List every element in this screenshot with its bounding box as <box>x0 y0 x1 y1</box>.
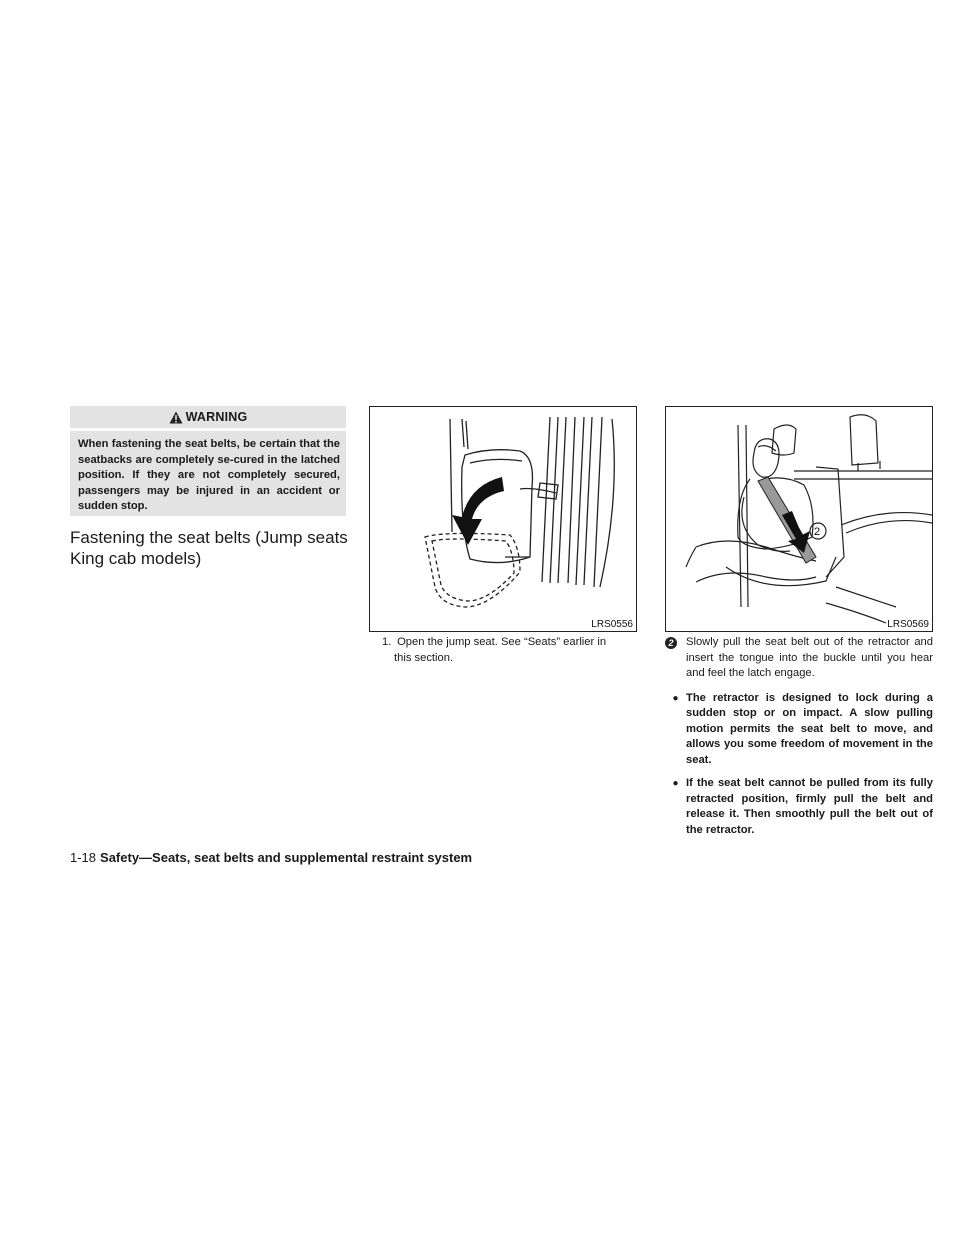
chapter-title: Safety—Seats, seat belts and supplemental restraint system <box>100 850 473 865</box>
list-item: ● The retractor is designed to lock during a sudden stop or on impact. A slow pulling motion permits the seat belt to move, and allows you some freedom of movement in the seat. <box>665 691 933 769</box>
warning-box <box>70 406 346 516</box>
figure-code: LRS0569 <box>887 619 929 630</box>
step-2 <box>665 635 933 846</box>
list-item: ● If the seat belt cannot be pulled from its fully retracted position, firmly pull the belt and release it. Then smoothly pull the belt out of the retractor. <box>665 776 933 838</box>
bullet-icon: ● <box>672 778 679 789</box>
step-1-line-2: this section. <box>394 651 454 664</box>
jump-seat-illustration <box>370 407 636 631</box>
figure-code: LRS0556 <box>591 619 633 630</box>
step-2-marker: 2 <box>665 637 677 649</box>
step-number: 1. <box>382 636 392 648</box>
warning-icon <box>169 411 183 424</box>
warning-header <box>70 406 346 428</box>
warning-title: WARNING <box>185 410 248 424</box>
warning-text: When fastening the seat belts, be certain that the seatbacks are completely se-cured in the latched position. If they are not completely secured, passengers may be injured in an accident or sudden stop. <box>78 438 340 512</box>
seat-belt-illustration <box>666 407 932 631</box>
page-footer <box>70 850 472 865</box>
figure-seat-belt <box>665 406 933 632</box>
step-1-line-1: Open the jump seat. See “Seats” earlier in <box>397 636 607 648</box>
page-number: 1-18 <box>70 850 97 865</box>
bullet-list <box>665 691 933 839</box>
svg-text:2: 2 <box>814 526 821 538</box>
step-1 <box>382 635 636 666</box>
figure-jump-seat <box>369 406 637 632</box>
step-2-text: Slowly pull the seat belt out of the retractor and insert the tongue into the buckle until you hear and feel the latch engage. <box>686 636 933 679</box>
bullet-icon: ● <box>672 692 679 704</box>
section-title: Fastening the seat belts (Jump seats King cab models) <box>70 528 348 568</box>
